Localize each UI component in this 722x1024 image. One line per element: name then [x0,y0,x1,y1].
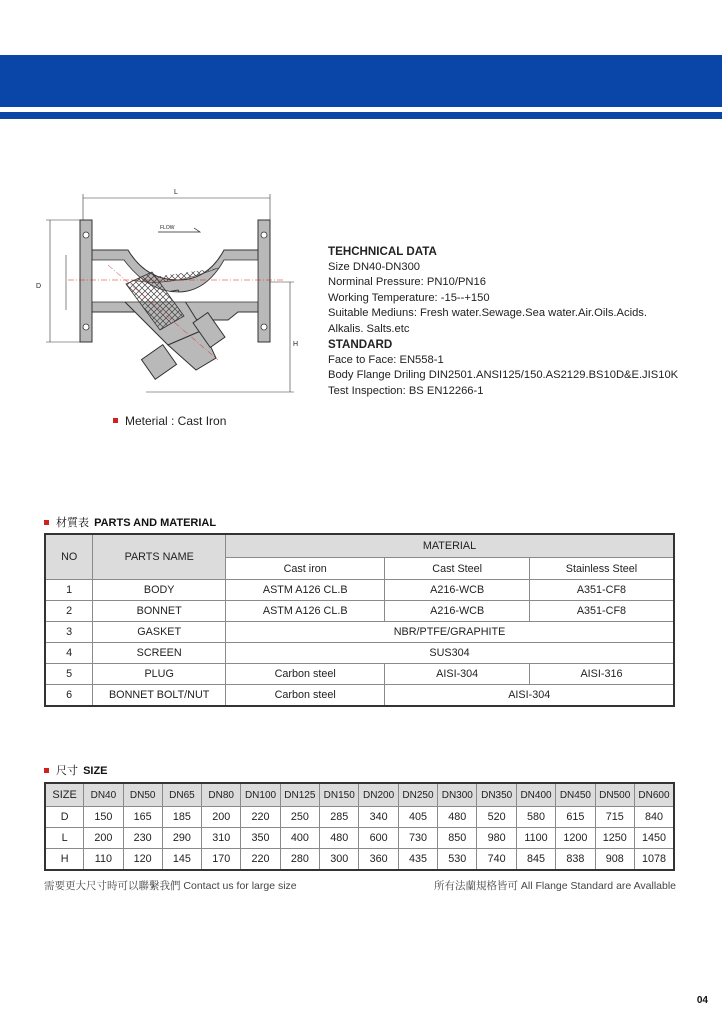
size-value-cell: 615 [556,807,595,828]
size-value-cell: 850 [438,828,477,849]
size-value-cell: 1200 [556,828,595,849]
note-large-size: 需要更大尺寸時可以聯繫我們 Contact us for large size [44,880,297,892]
size-value-cell: 715 [595,807,634,828]
size-value-cell: 230 [123,828,162,849]
size-value-cell: 250 [280,807,319,828]
size-value-cell: 110 [84,849,123,871]
size-header-row [45,783,674,807]
table-row: H 110 120 145 170 220 280 300 360 435 530 740 845 838 908 1078 [45,849,674,871]
size-value-cell: 600 [359,828,398,849]
size-value-cell: 145 [162,849,201,871]
size-table [44,782,675,871]
size-value-cell: 170 [202,849,241,871]
table-row: 6 BONNET BOLT/NUT Carbon steel AISI-304 [45,685,674,707]
size-column-header: DN200 [359,783,398,807]
size-value-cell: 1250 [595,828,634,849]
header-band-thin [0,112,722,119]
table-row: 4 SCREEN SUS304 [45,643,674,664]
size-value-cell: 340 [359,807,398,828]
parts-table [44,533,675,707]
size-value-cell: 220 [241,849,280,871]
header-no: NO [45,534,93,580]
size-column-header: DN150 [320,783,359,807]
size-column-header: DN450 [556,783,595,807]
size-value-cell: 1100 [516,828,555,849]
header-cast-steel: Cast Steel [385,558,529,580]
bullet-icon [44,768,49,773]
table-row: L 200 230 290 310 350 400 480 600 730 850 980 1100 1200 1250 1450 [45,828,674,849]
size-header-label: SIZE [45,783,84,807]
technical-line: Suitable Mediuns: Fresh water.Sewage.Sea water.Air.Oils.Acids. [328,307,647,319]
size-value-cell: 150 [84,807,123,828]
bullet-icon [113,418,118,423]
technical-data [328,244,678,399]
material-note: Meterial : Cast Iron [113,414,226,428]
header-band [0,55,722,107]
size-value-cell: 290 [162,828,201,849]
size-value-cell: 360 [359,849,398,871]
size-value-cell: 520 [477,807,516,828]
table-row: 2 BONNET ASTM A126 CL.B A216-WCB A351-CF8 [45,601,674,622]
bullet-icon [44,520,49,525]
size-value-cell: 185 [162,807,201,828]
size-value-cell: 435 [398,849,437,871]
size-value-cell: 120 [123,849,162,871]
note-flange-standard: 所有法蘭規格皆可 All Flange Standard are Avallable [434,880,676,892]
size-value-cell: 980 [477,828,516,849]
size-value-cell: 845 [516,849,555,871]
size-value-cell: 405 [398,807,437,828]
size-column-header: DN40 [84,783,123,807]
size-column-header: DN50 [123,783,162,807]
size-value-cell: 838 [556,849,595,871]
technical-line: Size DN40-DN300 [328,260,421,273]
parts-section-title: 材質表 PARTS AND MATERIAL [44,514,216,530]
size-column-header: DN65 [162,783,201,807]
header-material: MATERIAL [226,534,675,558]
size-value-cell: 200 [202,807,241,828]
header-parts-name: PARTS NAME [93,534,226,580]
size-value-cell: 310 [202,828,241,849]
standard-line: Face to Face: EN558-1 [328,353,444,366]
size-column-header: DN500 [595,783,634,807]
table-row: 1 BODY ASTM A126 CL.B A216-WCB A351-CF8 [45,580,674,601]
standard-line: Test Inspection: BS EN12266-1 [328,384,484,397]
table-row: D 150 165 185 200 220 250 285 340 405 480 520 580 615 715 840 [45,807,674,828]
size-column-header: DN300 [438,783,477,807]
dimension-h-label: H [293,341,299,348]
size-value-cell: 1078 [634,849,674,871]
size-value-cell: 400 [280,828,319,849]
size-column-header: DN350 [477,783,516,807]
size-value-cell: 350 [241,828,280,849]
flow-label: FLOW [160,225,175,231]
size-section-title: 尺寸 SIZE [44,762,108,778]
size-column-header: DN125 [280,783,319,807]
technical-line: Working Temperature: -15--+150 [328,291,490,304]
standard-line: Body Flange Driling DIN2501.ANSI125/150.AS2129.BS10D&E.JIS10K [328,369,679,381]
size-value-cell: 530 [438,849,477,871]
size-column-header: DN400 [516,783,555,807]
size-value-cell: 1450 [634,828,674,849]
size-value-cell: 165 [123,807,162,828]
table-row: 3 GASKET NBR/PTFE/GRAPHITE [45,622,674,643]
size-column-header: DN600 [634,783,674,807]
page-number: 04 [696,995,708,1006]
size-value-cell: 730 [398,828,437,849]
standard-title: STANDARD [328,338,393,351]
table-row: 5 PLUG Carbon steel AISI-304 AISI-316 [45,664,674,685]
size-column-header: DN100 [241,783,280,807]
technical-line: Norminal Pressure: PN10/PN16 [328,276,486,288]
technical-line: Alkalis. Salts.etc [328,322,410,335]
size-value-cell: 580 [516,807,555,828]
y-strainer-drawing [28,180,318,410]
dimension-l-label: L [174,189,178,196]
size-value-cell: 480 [320,828,359,849]
technical-data-title: TEHCHNICAL DATA [328,245,437,258]
size-value-cell: 840 [634,807,674,828]
size-value-cell: 740 [477,849,516,871]
size-value-cell: 280 [280,849,319,871]
size-value-cell: 220 [241,807,280,828]
dimension-d-label: D [36,283,42,290]
size-value-cell: 200 [84,828,123,849]
header-stainless-steel: Stainless Steel [529,558,674,580]
size-value-cell: 285 [320,807,359,828]
size-value-cell: 480 [438,807,477,828]
size-column-header: DN80 [202,783,241,807]
header-cast-iron: Cast iron [226,558,385,580]
size-column-header: DN250 [398,783,437,807]
size-value-cell: 908 [595,849,634,871]
size-value-cell: 300 [320,849,359,871]
